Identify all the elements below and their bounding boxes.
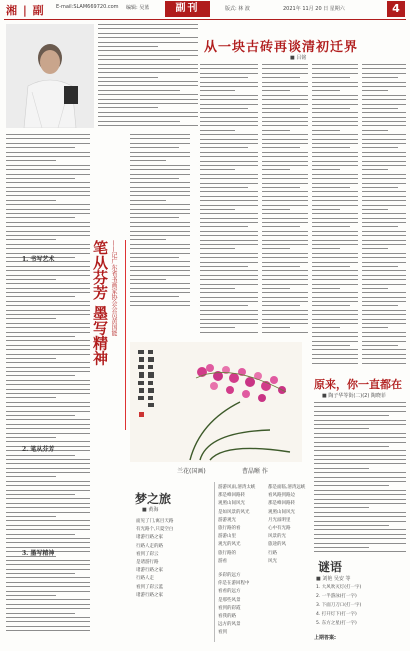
painting-artist: 曹晶晰 作 — [242, 468, 268, 475]
poem-line: 风景的光 — [268, 534, 286, 540]
poem-line: 看看的远方 — [218, 589, 241, 595]
poem-line: 游看 — [218, 558, 227, 564]
poem-line: 看到了彩云 — [136, 551, 159, 557]
answers-label: 上期答案: — [314, 635, 336, 641]
riddle-author: ■ 刘艳 吴安 等 — [316, 576, 351, 582]
poem-line: 那是峰回路转 — [218, 493, 245, 499]
editor-credit: 编辑: 吴蓝 — [126, 5, 150, 11]
main-article-author: ■ 吕铭 — [290, 55, 307, 61]
poem-line: 旅途的风 — [268, 542, 286, 548]
poem-line: 行路人走 — [136, 576, 154, 582]
left-subhead-1: 1. 书写艺术 — [22, 256, 55, 263]
riddle-item: 2. 一半游泳(打一字) — [316, 594, 357, 599]
poem-line: 看风路到路边 — [268, 493, 295, 499]
poem-line: 风光 — [268, 558, 277, 564]
poem-line: 行路 — [268, 550, 277, 556]
poem-line: 行路人走的路 — [136, 543, 163, 549]
poem-line: 旅行路的看 — [218, 526, 241, 532]
right-article-author: ■ 陶子华等街(二)(2) 陶晓菲 — [322, 393, 386, 399]
author-photo — [6, 24, 94, 128]
poem-col-1 — [136, 518, 208, 600]
poem-line: 诸游行路之家 — [136, 535, 163, 541]
vertical-title: 笔从芬芳 墨写精神 — [91, 240, 109, 366]
painting-title: 兰花(国画) — [177, 468, 206, 475]
poem-line: 旅行路的 — [218, 550, 236, 556]
paper-logo: 湘 | 副 — [6, 4, 45, 17]
poem-line: 多彩的远方 — [218, 573, 241, 578]
person-portrait-image — [6, 24, 94, 128]
orchid-painting — [130, 342, 302, 462]
poem-line: 有光路个,只夏空白 — [136, 527, 174, 533]
poem-line: 看到的彩霞 — [218, 605, 241, 611]
poem-line: 游游山里 — [218, 534, 236, 540]
main-col-3 — [312, 64, 358, 364]
poem-line: 是如风景的风光 — [218, 509, 250, 515]
poem-line: 游游观光 — [218, 517, 236, 523]
poem-line: 是那些风景 — [218, 597, 241, 603]
poem-line: 看我的路 — [218, 614, 236, 620]
poem-line: 诸游行路之家 — [136, 568, 163, 574]
right-article-title: 原来，你一直都在 — [314, 378, 402, 391]
right-article-text — [314, 402, 406, 552]
riddle-item: 1. 大风吹灭灯(打一字) — [316, 585, 362, 590]
poem-author: ■ 黄海 — [142, 507, 159, 513]
poem-line: 观照山间风光 — [218, 501, 245, 507]
poem-col-4 — [268, 484, 312, 566]
poem-line: 都是面临,溶湾远峡 — [268, 485, 306, 490]
masthead — [0, 0, 410, 26]
poem-line: 远方的风景 — [218, 622, 241, 628]
main-col-2 — [262, 64, 308, 336]
column2-text — [130, 134, 190, 334]
layout-credit: 版式: 林 波 — [225, 6, 250, 12]
main-col-1 — [200, 64, 258, 336]
page-number: 4 — [387, 1, 405, 17]
left-subhead-2: 2. 笔从芬芳 — [22, 446, 55, 453]
poem-line: 那是峰回路转 — [268, 501, 295, 507]
poem-line: 诸游行路之家 — [136, 592, 163, 598]
riddle-item: 5. 东方之星(打一字) — [316, 621, 357, 626]
orchid-painting-image — [130, 342, 302, 462]
main-article-title: 从一块古砖再谈清初迁界 — [204, 40, 359, 55]
poem-line: 心中有光路 — [268, 526, 291, 532]
header-rule — [4, 19, 406, 20]
contact-email: E-mail:SLAM669720.com — [56, 4, 119, 10]
poem-line: 看到了彩云蓝 — [136, 584, 163, 590]
main-col-4 — [362, 64, 406, 364]
poem-line: 你是在游回程中 — [218, 581, 250, 587]
poem-line: 观光的风光 — [218, 542, 241, 548]
poem-col-3 — [218, 572, 266, 638]
riddle-item: 4. 打开灯下(打一字) — [316, 612, 357, 617]
vertical-subtitle: ——记广东省书画家协会会员黄国能 — [110, 240, 117, 336]
left-column-text — [6, 134, 90, 634]
poem-line: 游游风雨,溶湾太峡 — [218, 485, 256, 490]
issue-date: 2021年 11月 20 日 星期六 — [283, 6, 345, 12]
poem-col-2 — [218, 484, 266, 566]
riddle-item: 3. 下面刀刀口(打一字) — [316, 603, 362, 608]
vertical-headline — [90, 240, 126, 430]
poem-line: 看到 — [218, 630, 227, 636]
intro-text-block — [98, 24, 198, 128]
poem-line: 月光溢明里 — [268, 517, 291, 523]
poem-divider — [214, 482, 215, 642]
poem-line: 面见了门,寓目天路 — [136, 519, 174, 524]
riddle-title: 谜语 — [318, 560, 343, 574]
poem-title: 梦之旅 — [135, 492, 172, 506]
poem-line: 是诸游行路 — [136, 560, 159, 566]
section-banner: 副刊 — [165, 1, 210, 17]
poem-line: 观照山间风光 — [268, 509, 295, 515]
left-subhead-3: 3. 墨写精神 — [22, 550, 55, 557]
